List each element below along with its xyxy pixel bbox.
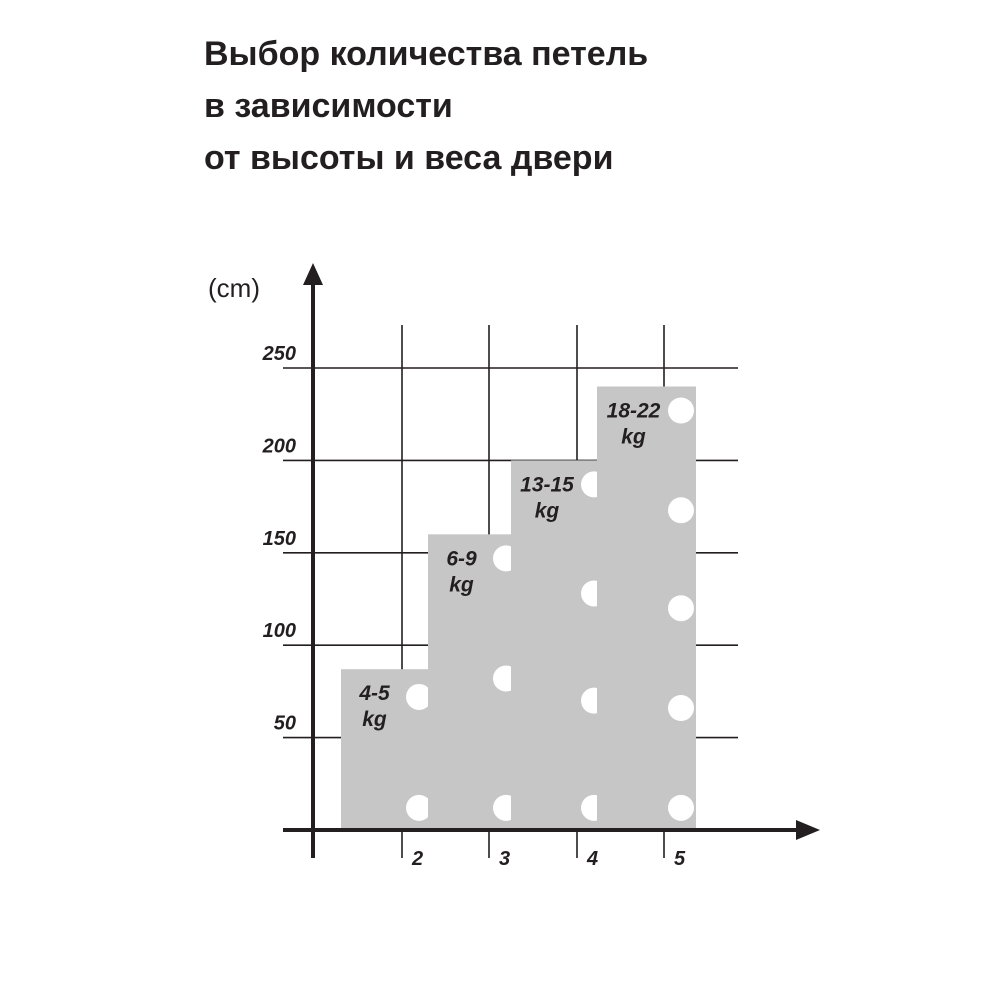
x-tick-label: 3 <box>499 848 511 870</box>
hinge-circle <box>668 795 694 821</box>
bars <box>341 386 696 830</box>
bar-4 <box>511 460 612 830</box>
y-tick-label: 250 <box>262 343 296 365</box>
hinge-circle <box>668 398 694 424</box>
bar-unit-label: kg <box>534 499 560 523</box>
x-tick-label: 4 <box>587 848 599 870</box>
bar-unit-label: kg <box>362 708 387 732</box>
y-axis-arrow <box>303 263 323 285</box>
y-tick-label: 100 <box>262 620 296 643</box>
y-tick-label: 150 <box>262 527 296 550</box>
bar-unit-label: kg <box>621 425 646 449</box>
x-tick-label: 5 <box>674 848 686 870</box>
y-axis-label: (cm) <box>208 273 260 303</box>
hinge-circle <box>668 695 694 721</box>
hinge-circle <box>668 497 694 523</box>
bar-weight-label: 4-5 <box>359 682 390 706</box>
y-tick-label: 50 <box>273 712 296 735</box>
hinge-circle <box>668 595 694 621</box>
title-line-3: от высоты и веса двери <box>204 139 614 177</box>
bar-weight-label: 6-9 <box>446 547 477 571</box>
x-axis-arrow <box>796 820 820 840</box>
bar-weight-label: 13-15 <box>520 473 574 497</box>
title-line-2: в зависимости <box>204 87 453 125</box>
title-line-1: Выбор количества петель <box>204 35 649 73</box>
y-tick-label: 200 <box>262 435 296 458</box>
bar-unit-label: kg <box>449 573 474 597</box>
x-tick-label: 2 <box>412 848 424 870</box>
bar-weight-label: 18-22 <box>606 399 661 423</box>
